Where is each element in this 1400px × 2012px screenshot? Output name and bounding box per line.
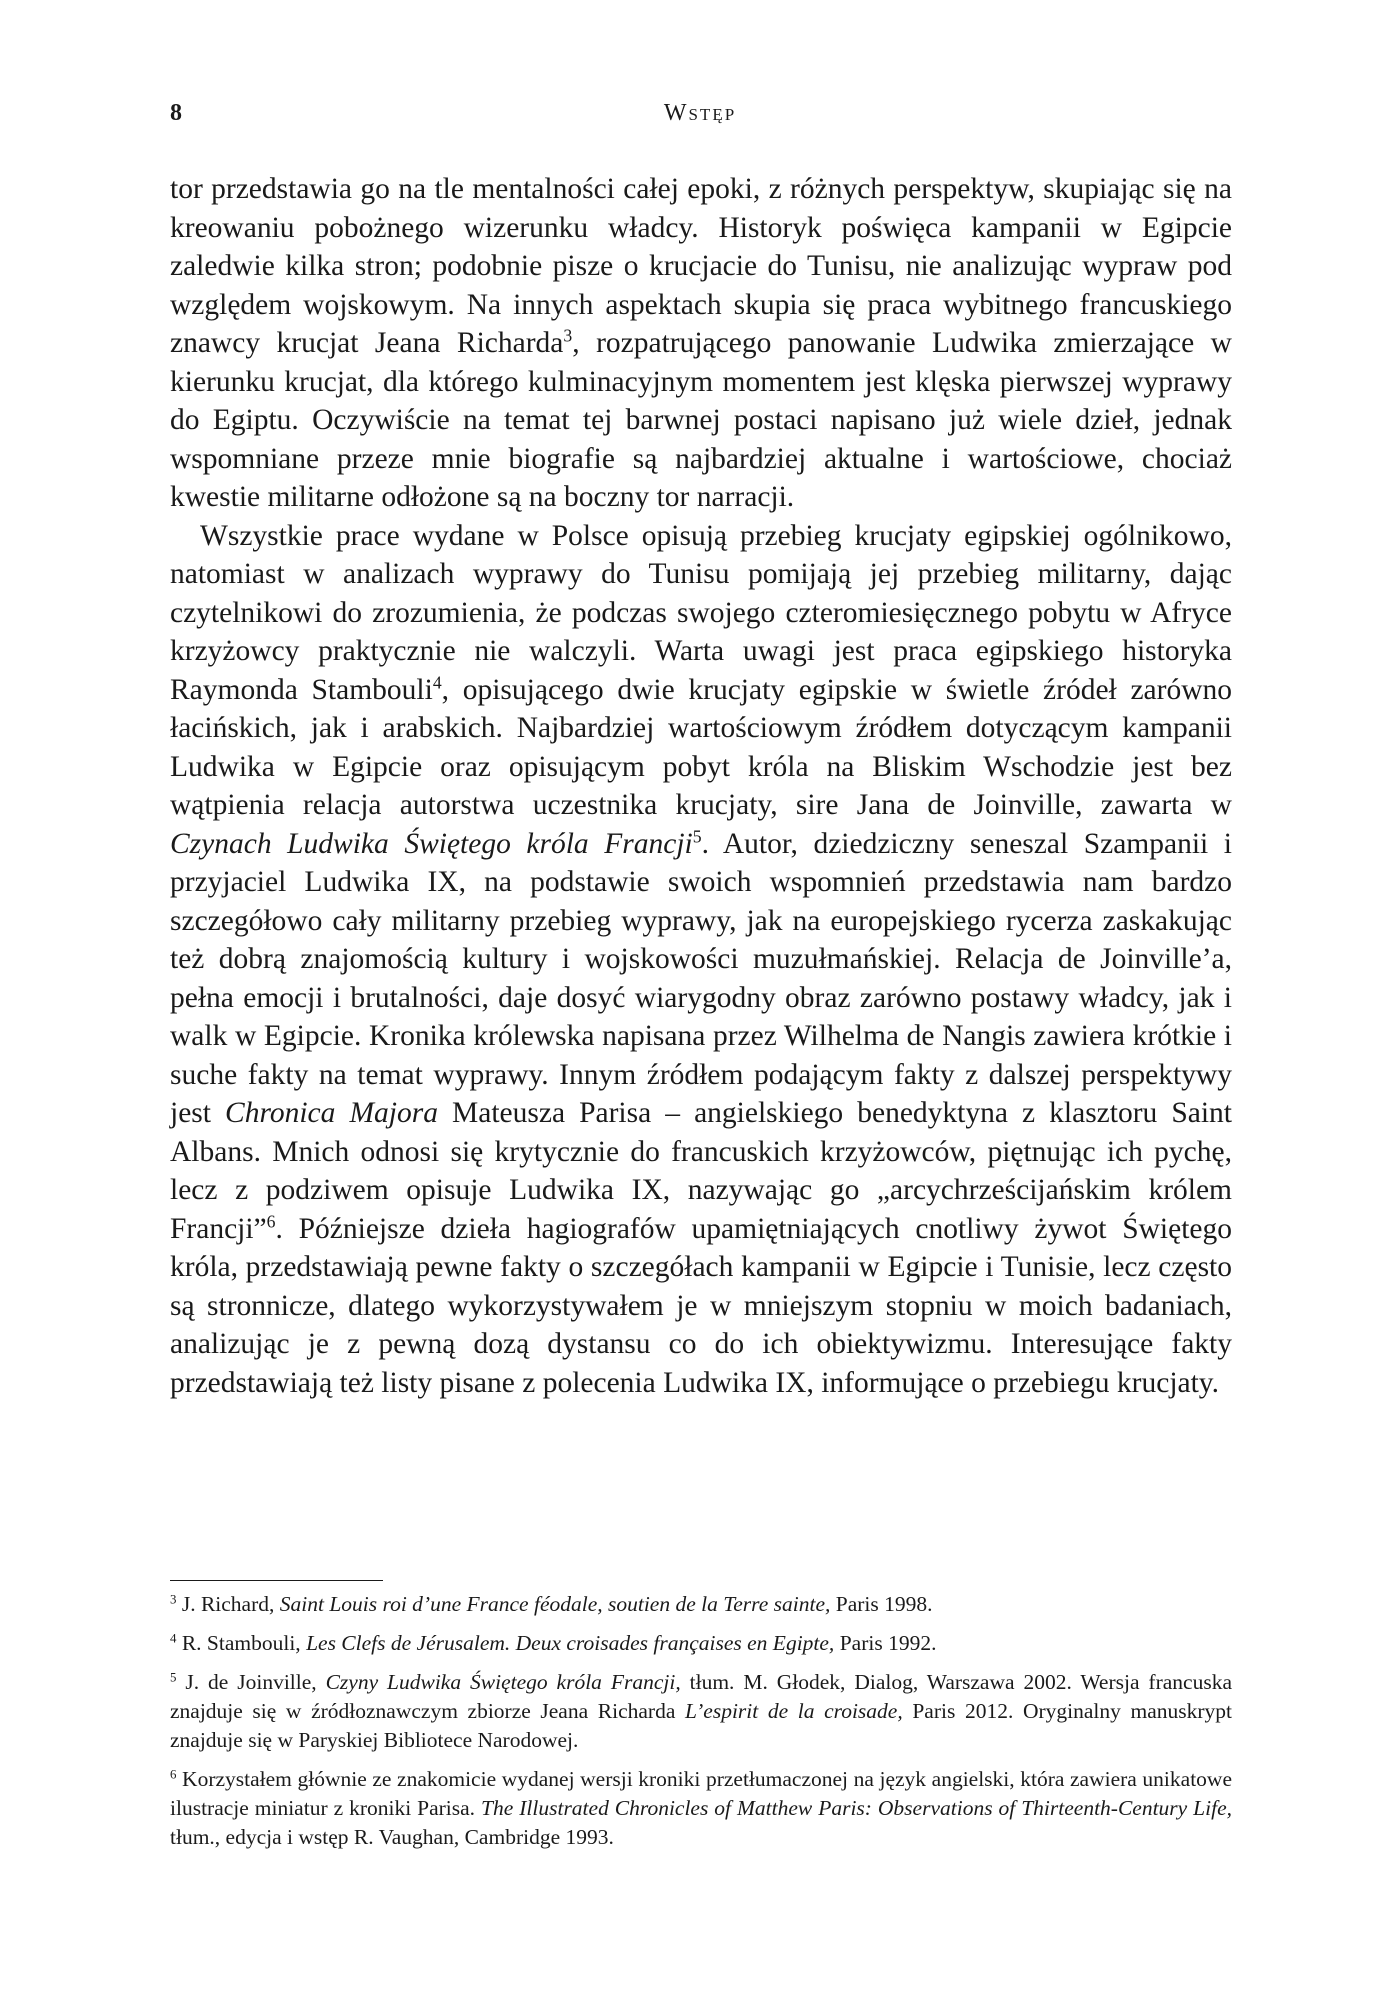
page-number: 8 bbox=[170, 100, 182, 126]
italic-title: Saint Louis roi d’une France féodale, soutien de la Terre sainte, bbox=[279, 1592, 831, 1616]
footnote-5 bbox=[170, 1668, 1232, 1755]
text-run: J. de Joinville, bbox=[176, 1670, 326, 1694]
text-run: Mateusza Parisa – angielskiego benedyktyna z klasztoru Saint Albans. Mnich odnosi się krytycznie do francuskich krzyżowców, piętnując ich pychę, lecz z podziwem opisuje Ludwika IX, nazywając go „arcychrześcijańskim królem Francji” bbox=[170, 1097, 1232, 1245]
italic-title: Czyny Ludwika Świętego króla Francji, bbox=[325, 1670, 681, 1694]
text-run: Paris 1992. bbox=[834, 1631, 937, 1655]
text-run: Paris 2012. Oryginalny manuskrypt znajduje się w Paryskiej Bibliotece Narodowej. bbox=[170, 1699, 1232, 1752]
text-run: tłum., edycja i wstęp R. Vaughan, Cambridge 1993. bbox=[170, 1825, 614, 1849]
footnote-marker: 4 bbox=[432, 671, 442, 692]
footnote-4 bbox=[170, 1629, 1232, 1658]
text-run: Korzystałem głównie ze znakomicie wydanej wersji kroniki przetłumaczonej na język angielski, która zawiera unikatowe ilustracje miniatur z kroniki Parisa. bbox=[170, 1767, 1232, 1820]
footnote-marker: 6 bbox=[266, 1210, 276, 1231]
text-run: , rozpatrującego panowanie Ludwika zmierzające w kierunku krucjat, dla którego kulminacyjnym momentem jest klęska pierwszej wyprawy do Egiptu. Oczywiście na temat tej barwnej postaci napisano już wiele dzieł, jednak wspomniane przeze mnie biografie są najbardziej aktualne i wartościowe, chociaż kwestie militarne odłożone są na boczny tor narracji. bbox=[170, 327, 1232, 513]
text-run: tłum. M. Głodek, Dialog, Warszawa 2002. Wersja francuska znajduje się w źródłoznawczym zbiorze Jeana Richarda bbox=[170, 1670, 1232, 1723]
footnote-marker: 3 bbox=[170, 1592, 177, 1607]
running-head bbox=[170, 100, 1230, 140]
body-text bbox=[170, 170, 1232, 1402]
italic-title: Czynach Ludwika Świętego króla Francji bbox=[170, 827, 693, 860]
paragraph-1 bbox=[170, 170, 1232, 517]
footnote-separator bbox=[170, 1580, 383, 1581]
footnote-marker: 6 bbox=[170, 1767, 177, 1782]
text-run: . Późniejsze dzieła hagiografów upamiętniających cnotliwy żywot Świętego króla, przedstawiają pewne fakty o szczegółach kampanii w Egipcie i Tunisie, lecz często są stronnicze, dlatego wykorzystywałem je w mniejszym stopniu w moich badaniach, analizując je z pewną dozą dystansu co do ich obiektywizmu. Interesujące fakty przedstawiają też listy pisane z polecenia Ludwika IX, informujące o przebiegu krucjaty. bbox=[170, 1212, 1232, 1399]
footnotes bbox=[170, 1590, 1232, 1862]
footnote-marker: 5 bbox=[170, 1670, 177, 1685]
section-title: Wstęp bbox=[663, 100, 737, 126]
text-run: J. Richard, bbox=[176, 1592, 280, 1616]
italic-title: Chronica Majora bbox=[225, 1097, 438, 1129]
footnote-3 bbox=[170, 1590, 1232, 1619]
italic-title: L’espirit de la croisade, bbox=[684, 1699, 903, 1723]
text-run: Paris 1998. bbox=[830, 1592, 933, 1616]
italic-title: The Illustrated Chronicles of Matthew Paris: Observations of Thirteenth-Century Life, bbox=[481, 1796, 1233, 1820]
footnote-marker: 4 bbox=[170, 1631, 177, 1646]
text-run: . Autor, dziedziczny seneszal Szampanii i przyjaciel Ludwika IX, na podstawie swoich wspomnień przedstawia nam bardzo szczegółowo cały militarny przebieg wyprawy, jak na europejskiego rycerza zaskakując też dobrą znajomością kultury i wojskowości muzułmańskiej. Relacja de Joinville’a, pełna emocji i brutalności, daje dosyć wiarygodny obraz zarówno postawy władcy, jak i walk w Egipcie. Kronika królewska napisana przez Wilhelma de Nangis zawiera krótkie i suche fakty na temat wyprawy. Innym źródłem podającym fakty z dalszej perspektywy jest bbox=[170, 827, 1232, 1129]
text-run: , opisującego dwie krucjaty egipskie w świetle źródeł zarówno łacińskich, jak i arabskich. Najbardziej wartościowym źródłem dotyczącym kampanii Ludwika w Egipcie oraz opisującym pobyt króla na Bliskim Wschodzie jest bez wątpienia relacja autorstwa uczestnika krucjaty, sire Jana de Joinville, zawarta w bbox=[170, 673, 1233, 821]
text-run: R. Stambouli, bbox=[176, 1631, 307, 1655]
text-run: tor przedstawia go na tle mentalności całej epoki, z różnych perspektyw, skupiając się na kreowaniu pobożnego wizerunku władcy. Historyk poświęca kampanii w Egipcie zaledwie kilka stron; podobnie pisze o krucjacie do Tunisu, nie analizując wypraw pod względem wojskowym. Na innych aspektach skupia się praca wybitnego francuskiego znawcy krucjat Jeana Richarda bbox=[170, 173, 1232, 359]
text-run: Wszystkie prace wydane w Polsce opisują przebieg krucjaty egipskiej ogólnikowo, natomiast w analizach wyprawy do Tunisu pomijają jej przebieg militarny, dając czytelnikowi do zrozumienia, że podczas swojego czteromiesięcznego pobytu w Afryce krzyżowcy praktycznie nie walczyli. Warta uwagi jest praca egipskiego historyka Raymonda Stambouli bbox=[170, 519, 1232, 706]
footnote-6 bbox=[170, 1765, 1232, 1852]
footnote-marker: 3 bbox=[563, 325, 573, 346]
italic-title: Les Clefs de Jérusalem. Deux croisades françaises en Egipte, bbox=[306, 1631, 835, 1655]
paragraph-2 bbox=[170, 517, 1232, 1403]
footnote-marker: 5 bbox=[692, 825, 702, 846]
